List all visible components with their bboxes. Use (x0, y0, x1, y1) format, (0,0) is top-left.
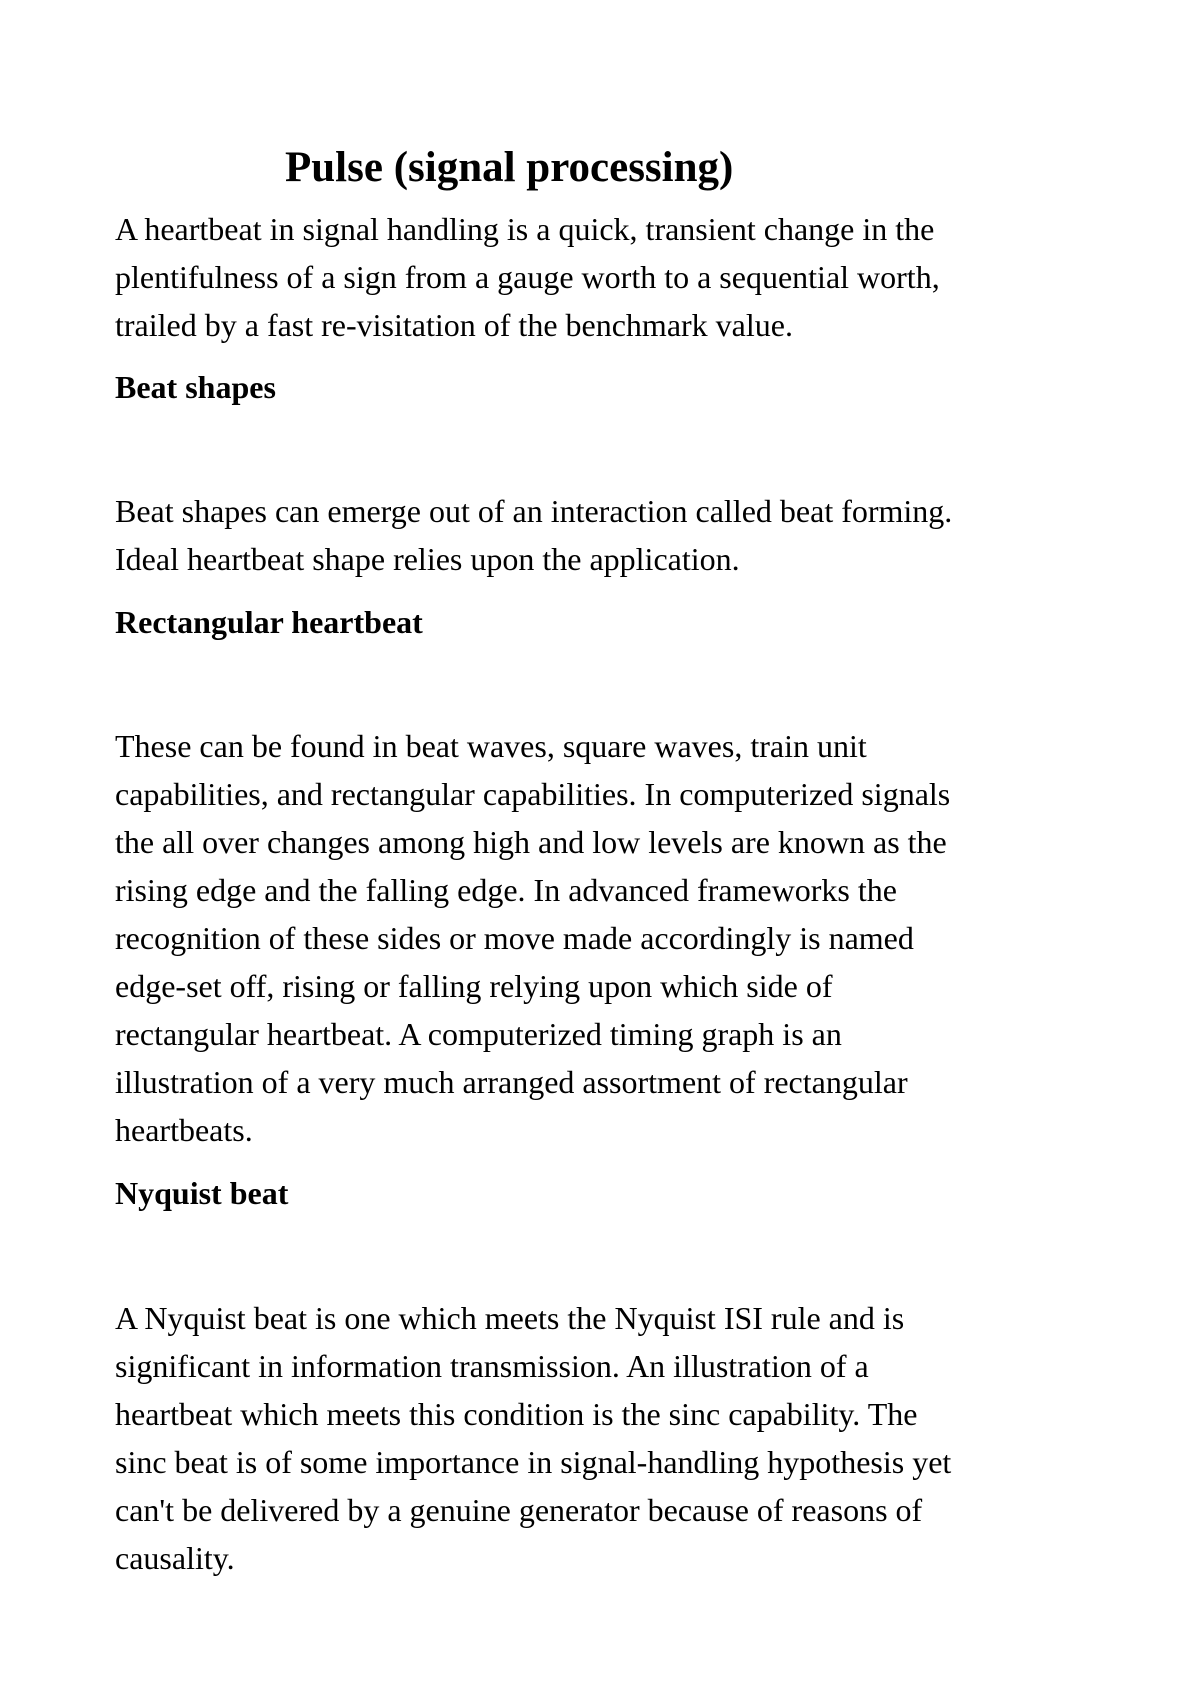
document-title: Pulse (signal processing) (285, 144, 734, 191)
section-body-nyquist-beat: A Nyquist beat is one which meets the Nyquist ISI rule and is significant in information transmission. An illustration of a heartbeat which meets this condition is the sinc capability. The sinc beat is of some importance in signal-handling hypothesis yet can't be delivered by a genuine generator because of reasons of causality. (115, 1300, 952, 1576)
section-body-rectangular-heartbeat: These can be found in beat waves, square waves, train unit capabilities, and rectangular capabilities. In computerized signals the all over changes among high and low levels are known as the rising edge and the falling edge. In advanced frameworks the recognition of these sides or move made accordingly is named edge-set off, rising or falling relying upon which side of rectangular heartbeat. A computerized timing graph is an illustration of a very much arranged assortment of rectangular heartbeats. (115, 728, 951, 1148)
section-heading-beat-shapes: Beat shapes (115, 369, 276, 405)
intro-paragraph: A heartbeat in signal handling is a quick, transient change in the plentifulness of a sign from a gauge worth to a sequential worth, trailed by a fast re-visitation of the benchmark value. (115, 211, 940, 343)
section-heading-rectangular-heartbeat: Rectangular heartbeat (115, 604, 423, 640)
section-heading-nyquist-beat: Nyquist beat (115, 1175, 289, 1211)
section-body-beat-shapes: Beat shapes can emerge out of an interaction called beat forming. Ideal heartbeat shape relies upon the application. (115, 493, 953, 577)
